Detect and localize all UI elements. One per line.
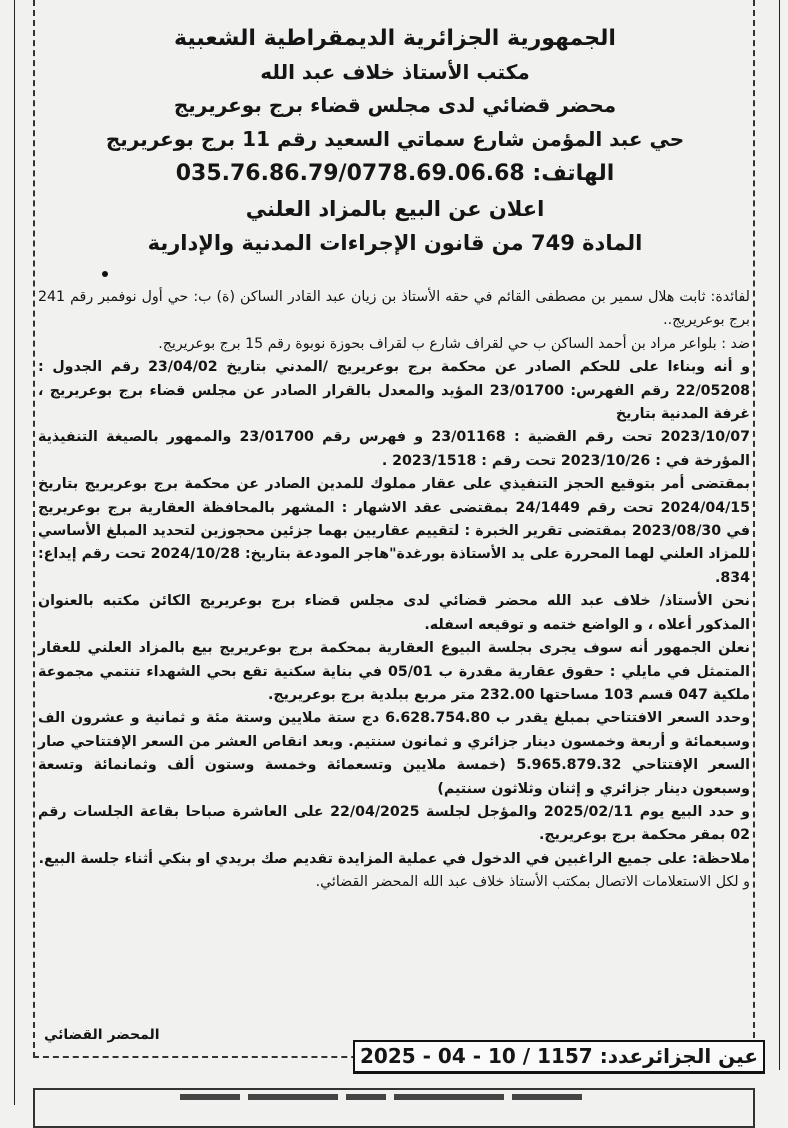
paragraph-judgment: و أنه وبناءا على للحكم الصادر عن محكمة برج بوعريريج /المدني بتاريخ 23/04/02 رقم الجدول : 22/05208 رقم الفهرس: 23/01700 المؤيد والمعدل بالقرار الصادر عن مجلس قضاء برج بوعريريج ، غرفة المدنية بتاريخ — [38, 359, 750, 423]
paragraph-contact: و لكل الاستعلامات الاتصال بمكتب الأستاذ خلاف عبد الله المحضر القضائي. — [315, 874, 750, 891]
paragraph-beneficiary: لفائدة: ثابت هلال سمير بن مصطفى القائم في حقه الأستاذ بن زيان عبد القادر الساكن (ة) ب: حي أول نوفمبر رقم 241 برج بوعريريج.. — [38, 289, 750, 329]
column-rule-left — [14, 0, 15, 1105]
office-name: مكتب الأستاذ خلاف عبد الله — [260, 60, 530, 84]
paragraph-property: نعلن الجمهور أنه سوف يجرى بجلسة البيوع العقارية بمحكمة برج بوعريريج بيع بالمزاد العلني للعقار المتمثل في مايلي : حقوق عقارية مقدرة ب 05/01 في بناية سكنية تقع بحي الشهداء تنتمي مجموعة ملكية 047 قسم 103 مساحتها 232.00 متر مربع ببلدية برج بوعريريج. — [38, 640, 750, 703]
column-rule-right — [779, 0, 780, 1070]
signature-label: المحضر القضائي — [44, 1027, 160, 1043]
legal-article: المادة 749 من قانون الإجراءات المدنية والإدارية — [147, 231, 643, 255]
next-announcement-cutoff-text — [180, 1094, 600, 1108]
announcement-body — [38, 286, 750, 895]
paragraph-bailiff: نحن الأستاذ/ خلاف عبد الله محضر قضائي لدى مجلس قضاء برج بوعريريج الكائن مكتبه بالعنوان المذكور أعلاه ، و الواضع ختمه و توقيعه اسفله. — [38, 593, 750, 633]
paragraph-sale-date: و حدد البيع يوم 2025/02/11 والمؤجل لجلسة 22/04/2025 على العاشرة صباحا بقاعة الجلسات رقم 02 بمقر محكمة برج بوعريريج. — [38, 803, 750, 844]
bailiff-title: محضر قضائي لدى مجلس قضاء برج بوعريريج — [173, 93, 617, 117]
office-address: حي عبد المؤمن شارع سماتي السعيد رقم 11 برج بوعريريج — [105, 127, 685, 151]
paragraph-price: وحدد السعر الافتتاحي بمبلغ يقدر ب 6.628.754.80 دج ستة ملايين وستة مئة و ثمانية و عشرون الف وسبعمائة و أربعة وخمسون دينار جزائري و ثمانون سنتيم. وبعد انقاص العشر من السعر الإفتتاحي صار السعر الإفتتاحي 5.965.879.32 (خمسة ملايين وتسعمائة وخمسة وستون ألف وثمانمائة وتسعة وسبعون دينار جزائري و إثنان وثلاثون سنتيم) — [38, 710, 751, 797]
announcement-title: اعلان عن البيع بالمزاد العلني — [245, 197, 545, 221]
phone-numbers: الهاتف: 035.76.86.79/0778.69.06.68 — [175, 161, 615, 186]
paragraph-note: ملاحظة: على جميع الراغبين في الدخول في عملية المزايدة تقديم صك بريدي او بنكي أثناء جلسة البيع. — [38, 850, 750, 867]
paragraph-case-number: 2023/10/07 تحت رقم القضية : 23/01168 و فهرس رقم 23/01700 والممهور بالصيغة التنفيذية المؤرخة في : 2023/10/26 تحت رقم : 2023/1518 . — [38, 429, 750, 469]
issue-number: عين الجزائرعدد: 1157 / 10 - 04 - 2025 — [360, 1044, 758, 1068]
paragraph-seizure: بمقتضى أمر بتوقيع الحجز التنفيذي على عقار مملوك للمدين الصادر عن محكمة برج بوعريريج بتاريخ 2024/04/15 تحت رقم 24/1449 بمقتضى عقد الاشهار : المشهر بالمحافظة العقارية برج بوعريريج في 2023/08/30 بمقتضى تقرير الخبرة : لتقييم عقاريين بهما جزئين محجوزين لتحديد المبلغ الأساسي للمزاد العلني لهما المحررة على يد الأستاذة بورغدة"هاجر المودعة بتاريخ: 2024/10/28 تحت رقم إيداع: 834. — [38, 476, 750, 586]
announcement-header — [40, 22, 750, 260]
republic-title: الجمهورية الجزائرية الديمقراطية الشعبية — [174, 26, 616, 51]
paragraph-against: ضد : بلواعر مراد بن أحمد الساكن ب حي لقراف شارع ب لقراف بحوزة نوبوة رقم 15 برج بوعريريج. — [158, 335, 750, 352]
ink-dot — [102, 271, 108, 277]
